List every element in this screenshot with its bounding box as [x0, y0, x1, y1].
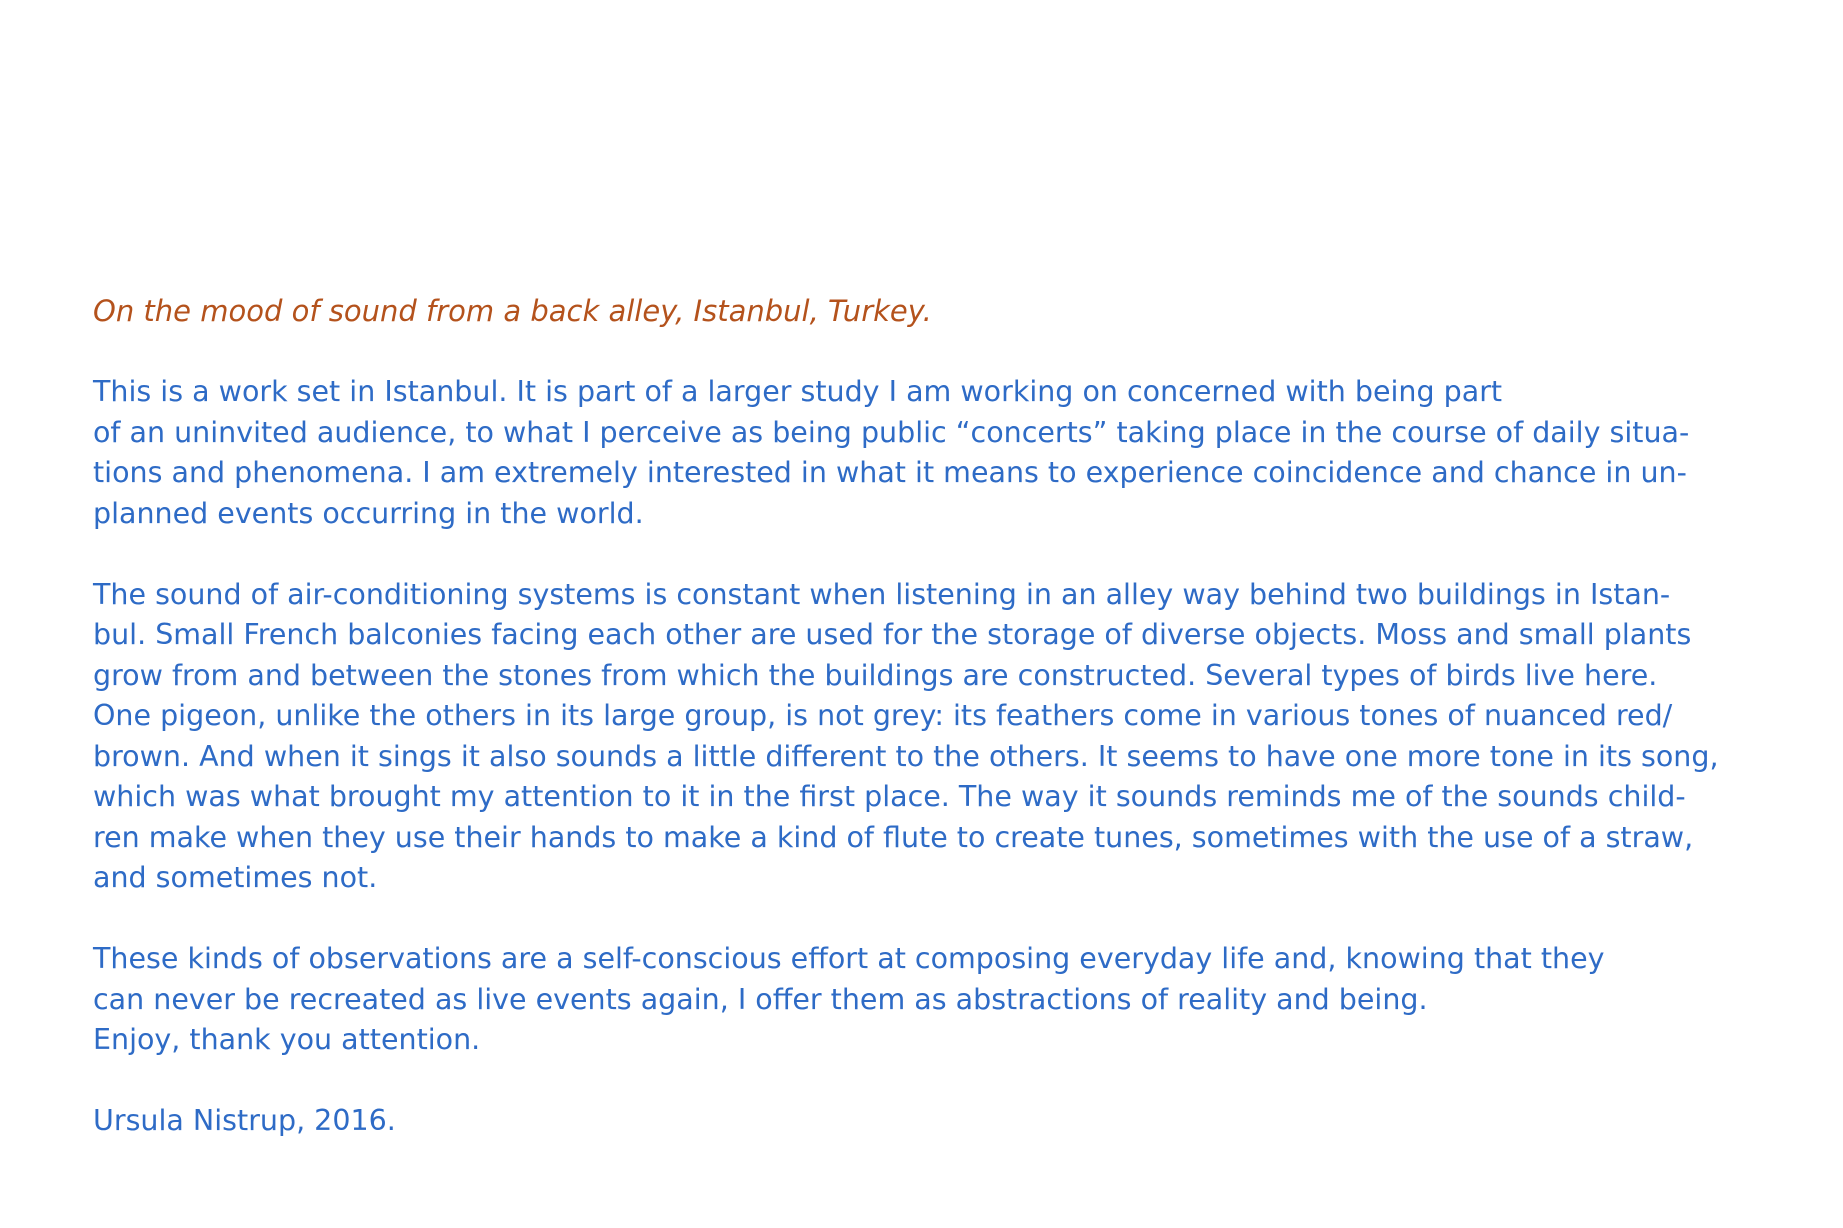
signature: Ursula Nistrup, 2016. [93, 1104, 396, 1137]
paragraph-line: tions and phenomena. I am extremely interested in what it means to experience coincidence and chance in un- [93, 456, 1687, 489]
paragraph-line: The sound of air-conditioning systems is constant when listening in an alley way behind two buildings in Istan- [93, 577, 1671, 611]
spacer [93, 1061, 1813, 1102]
paragraph-line: Enjoy, thank you attention. [93, 1023, 481, 1056]
paragraph-line: This is a work set in Istanbul. It is part of a larger study I am working on concerned with being part [93, 375, 1503, 408]
spacer [93, 899, 1813, 940]
paragraph-line: One pigeon, unlike the others in its large group, is not grey: its feathers come in various tones of nuanced red/ [93, 699, 1673, 732]
paragraph-line: grow from and between the stones from which the buildings are constructed. Several types of birds live here. [93, 658, 1658, 692]
document-body [93, 291, 1813, 1142]
paragraph-line: These kinds of observations are a self-conscious effort at composing everyday life and, knowing that they [93, 942, 1605, 975]
paragraph-line: ren make when they use their hands to make a kind of flute to create tunes, sometimes with the use of a straw, [93, 820, 1694, 854]
spacer [93, 332, 1813, 373]
paragraph-line: which was what brought my attention to it in the first place. The way it sounds reminds me of the sounds child- [93, 780, 1686, 813]
paragraph-line: planned events occurring in the world. [93, 496, 644, 530]
paragraph-line: and sometimes not. [93, 861, 378, 894]
document-title: On the mood of sound from a back alley, Istanbul, Turkey. [93, 294, 932, 328]
paragraph-intro [93, 372, 1813, 534]
paragraph-line: of an uninvited audience, to what I perceive as being public “concerts” taking place in the course of daily situa- [93, 415, 1690, 449]
paragraph-closing [93, 939, 1813, 1061]
paragraph-line: brown. And when it sings it also sounds a little different to the others. It seems to have one more tone in its song, [93, 739, 1719, 773]
paragraph-description [93, 575, 1813, 899]
paragraph-line: bul. Small French balconies facing each other are used for the storage of diverse objects. Moss and small plants [93, 618, 1692, 651]
spacer [93, 534, 1813, 575]
paragraph-line: can never be recreated as live events again, I offer them as abstractions of reality and being. [93, 982, 1428, 1016]
